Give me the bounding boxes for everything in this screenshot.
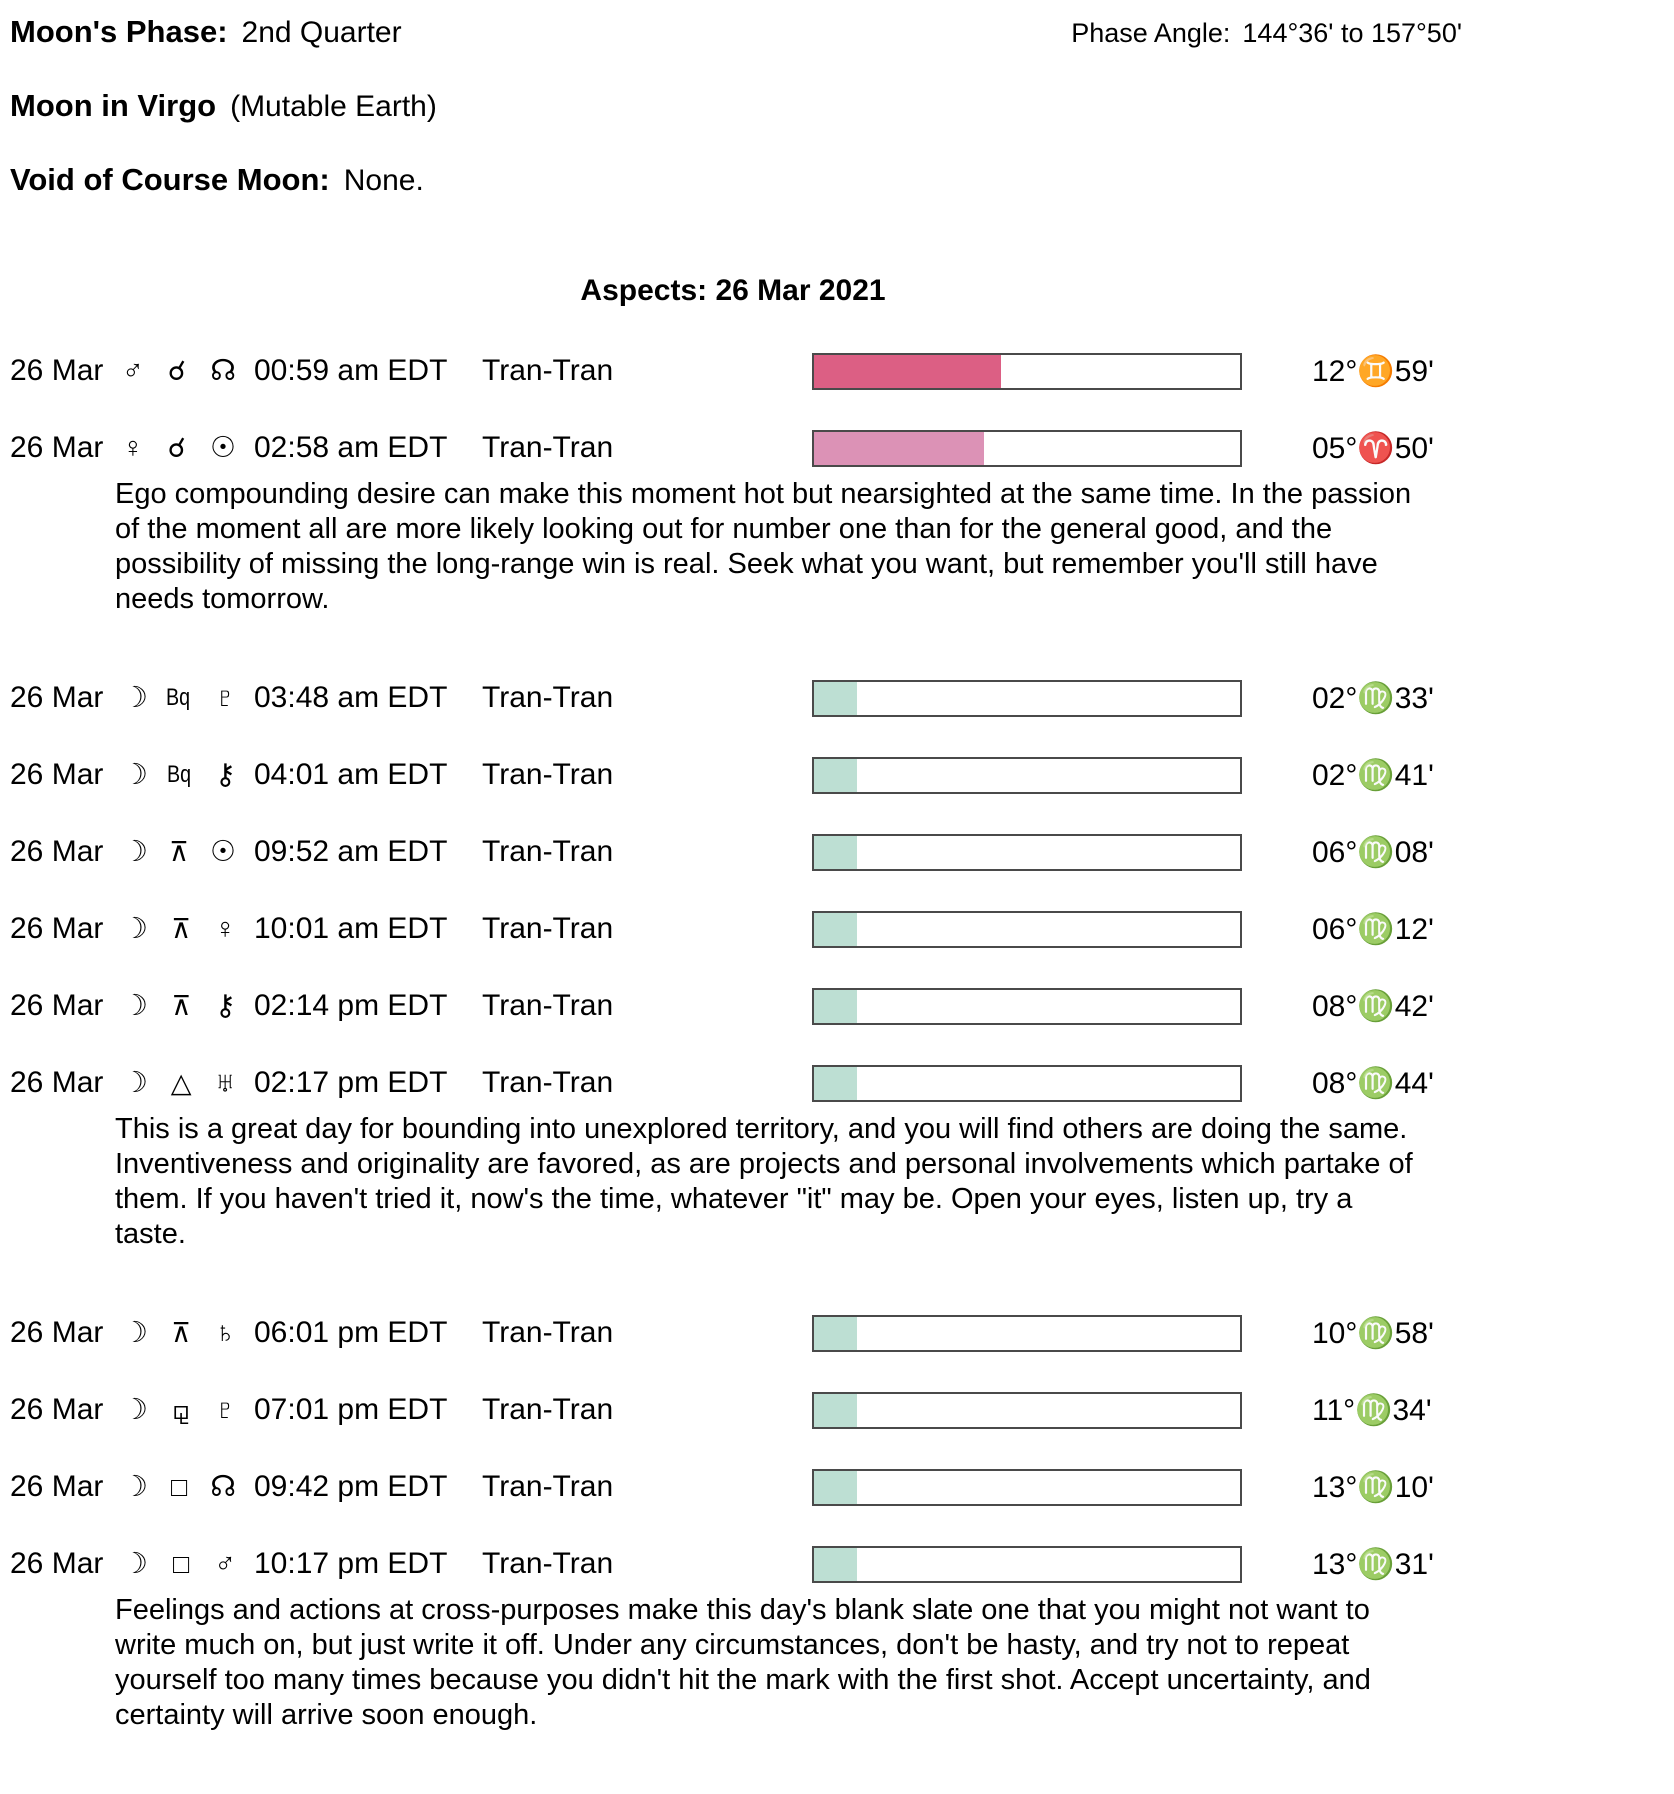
biquintile-icon: Bq <box>166 684 191 711</box>
aspect-chart-type: Tran-Tran <box>482 1066 614 1099</box>
moon-icon: ☽ <box>122 1470 148 1503</box>
aspect-row <box>10 906 1664 952</box>
aspect-row <box>10 348 1664 394</box>
quincunx-icon: ⊼ <box>171 1317 191 1348</box>
moon-icon: ☽ <box>122 681 148 714</box>
sun-icon: ☉ <box>209 431 236 464</box>
venus-icon: ♀ <box>122 431 144 464</box>
aspect-row <box>10 1541 1664 1733</box>
aspect-time: 02:14 pm EDT <box>254 989 448 1022</box>
aspect-interpretation: This is a great day for bounding into unexplored territory, and you will find others are doing the same. Inventiveness and originality are favored, as are projects and personal involvements which partake of them. If you haven't tried it, now's the time, whatever "it" may be. Open your eyes, listen up, try a taste. <box>115 1113 1413 1250</box>
aspect-glyphs <box>122 758 244 791</box>
aspect-time: 02:58 am EDT <box>254 431 448 464</box>
orb-bar-fill <box>814 432 984 465</box>
aspect-date: 26 Mar <box>10 835 104 868</box>
aspect-interpretation: Ego compounding desire can make this moment hot but nearsighted at the same time. In the passion of the moment all are more likely looking out for number one than for the general good, and the possibility of missing the long-range win is real. Seek what you want, but remember you'll still have needs tomorrow. <box>115 478 1412 615</box>
aspect-position: 08°♍42' <box>1312 989 1434 1023</box>
aspect-glyphs <box>122 1316 244 1349</box>
uranus-icon: ♅ <box>214 1066 236 1099</box>
aspect-date: 26 Mar <box>10 354 104 387</box>
aspect-glyphs <box>122 912 244 945</box>
void-of-course-value: None. <box>343 164 424 197</box>
aspect-date: 26 Mar <box>10 1393 104 1426</box>
aspect-chart-type: Tran-Tran <box>482 1316 614 1349</box>
phase-angle-label: Phase Angle: <box>1071 18 1231 48</box>
mars-icon: ♂ <box>122 354 144 387</box>
orb-bar-fill <box>814 1471 857 1504</box>
orb-bar-fill <box>814 1317 857 1350</box>
venus-icon: ♀ <box>214 912 236 945</box>
aspect-time: 09:42 pm EDT <box>254 1470 448 1503</box>
void-of-course-line <box>10 162 1462 198</box>
square-icon: □ <box>172 1548 190 1579</box>
trine-icon: △ <box>170 1067 192 1098</box>
aspect-row <box>10 425 1664 617</box>
aspect-chart-type: Tran-Tran <box>482 835 614 868</box>
aspect-glyphs <box>122 1470 244 1503</box>
chiron-icon: ⚷ <box>214 989 236 1022</box>
orb-bar <box>812 988 1242 1025</box>
orb-bar <box>812 834 1242 871</box>
moons-phase-value: 2nd Quarter <box>241 16 402 49</box>
orb-bar-fill <box>814 836 857 869</box>
biquintile-icon: Bq <box>166 761 191 788</box>
aspect-chart-type: Tran-Tran <box>482 1547 614 1580</box>
aspect-position: 02°♍41' <box>1312 758 1434 792</box>
orb-bar <box>812 757 1242 794</box>
orb-bar-fill <box>814 913 857 946</box>
aspect-date: 26 Mar <box>10 681 104 714</box>
orb-bar <box>812 1065 1242 1102</box>
conjunction-icon: ☌ <box>167 432 186 463</box>
aspect-position: 06°♍12' <box>1312 912 1434 946</box>
moon-icon: ☽ <box>122 1547 148 1580</box>
aspect-position: 10°♍58' <box>1312 1316 1434 1350</box>
aspects-list <box>10 348 1664 1733</box>
aspect-position: 02°♍33' <box>1312 681 1434 715</box>
pluto-icon: ♇ <box>214 1393 236 1426</box>
orb-bar <box>812 430 1242 467</box>
aspect-interpretation: Feelings and actions at cross-purposes make this day's blank slate one that you might not want to write much on, but just write it off. Under any circumstances, don't be hasty, and try not to repeat yourself too many times because you didn't hit the mark with the first shot. Accept uncertainty, and certainty will arrive soon enough. <box>115 1594 1371 1731</box>
moons-phase-label: Moon's Phase: <box>10 14 228 49</box>
aspect-chart-type: Tran-Tran <box>482 681 614 714</box>
chiron-icon: ⚷ <box>214 758 236 791</box>
aspect-time: 00:59 am EDT <box>254 354 448 387</box>
aspect-row <box>10 1310 1664 1356</box>
aspect-time: 07:01 pm EDT <box>254 1393 448 1426</box>
sesquiquadrate-icon: ⚼ <box>171 1394 191 1425</box>
aspect-time: 02:17 pm EDT <box>254 1066 448 1099</box>
aspect-time: 03:48 am EDT <box>254 681 448 714</box>
phase-angle <box>1071 18 1462 49</box>
aspect-row <box>10 752 1664 798</box>
mars-icon: ♂ <box>214 1547 236 1580</box>
moon-icon: ☽ <box>122 758 148 791</box>
moon-sign-line <box>10 88 1462 124</box>
sun-icon: ☉ <box>209 835 236 868</box>
moon-icon: ☽ <box>122 835 148 868</box>
orb-bar <box>812 911 1242 948</box>
moon-icon: ☽ <box>122 1393 148 1426</box>
aspect-date: 26 Mar <box>10 1066 104 1099</box>
north-node-icon: ☊ <box>210 1470 236 1503</box>
moon-icon: ☽ <box>122 1316 148 1349</box>
aspect-position: 13°♍10' <box>1312 1470 1434 1504</box>
orb-bar <box>812 353 1242 390</box>
aspect-position: 06°♍08' <box>1312 835 1434 869</box>
aspect-row <box>10 1464 1664 1510</box>
aspect-time: 09:52 am EDT <box>254 835 448 868</box>
aspect-glyphs <box>122 1547 244 1580</box>
orb-bar-fill <box>814 990 857 1023</box>
orb-bar-fill <box>814 1548 857 1581</box>
aspect-position: 08°♍44' <box>1312 1066 1434 1100</box>
orb-bar <box>812 1469 1242 1506</box>
moon-icon: ☽ <box>122 912 148 945</box>
aspect-glyphs <box>122 681 244 714</box>
aspect-date: 26 Mar <box>10 758 104 791</box>
moon-icon: ☽ <box>122 1066 148 1099</box>
quincunx-icon: ⊼ <box>171 913 191 944</box>
aspect-date: 26 Mar <box>10 1470 104 1503</box>
aspects-section-title: Aspects: 26 Mar 2021 <box>580 274 886 307</box>
aspect-chart-type: Tran-Tran <box>482 758 614 791</box>
aspect-chart-type: Tran-Tran <box>482 354 614 387</box>
aspect-position: 11°♍34' <box>1312 1393 1432 1427</box>
aspect-time: 10:01 am EDT <box>254 912 448 945</box>
aspect-glyphs <box>122 1066 244 1099</box>
aspect-time: 04:01 am EDT <box>254 758 448 791</box>
orb-bar-fill <box>814 682 857 715</box>
orb-bar <box>812 1546 1242 1583</box>
orb-bar-fill <box>814 1067 857 1100</box>
aspect-position: 12°♊59' <box>1312 354 1434 388</box>
conjunction-icon: ☌ <box>167 355 187 386</box>
aspect-position: 13°♍31' <box>1312 1547 1434 1581</box>
aspect-glyphs <box>122 989 244 1022</box>
aspect-date: 26 Mar <box>10 1316 104 1349</box>
moon-sign-quality: (Mutable Earth) <box>230 90 437 123</box>
moon-sign-label: Moon in Virgo <box>10 88 217 123</box>
aspect-date: 26 Mar <box>10 912 104 945</box>
aspect-date: 26 Mar <box>10 1547 104 1580</box>
aspect-row <box>10 1060 1664 1252</box>
aspect-chart-type: Tran-Tran <box>482 912 614 945</box>
moons-phase <box>10 14 402 50</box>
aspect-row <box>10 829 1664 875</box>
orb-bar-fill <box>814 1394 857 1427</box>
quincunx-icon: ⊼ <box>169 836 189 867</box>
saturn-icon: ♄ <box>214 1316 236 1349</box>
pluto-icon: ♇ <box>214 681 236 714</box>
aspect-glyphs <box>122 1393 244 1426</box>
aspect-position: 05°♈50' <box>1312 431 1434 465</box>
void-of-course-label: Void of Course Moon: <box>10 162 330 197</box>
aspect-chart-type: Tran-Tran <box>482 431 614 464</box>
aspect-chart-type: Tran-Tran <box>482 1470 614 1503</box>
aspect-date: 26 Mar <box>10 989 104 1022</box>
aspect-chart-type: Tran-Tran <box>482 1393 614 1426</box>
aspect-row <box>10 983 1664 1029</box>
aspect-row <box>10 1387 1664 1433</box>
aspect-row <box>10 675 1664 721</box>
square-icon: □ <box>170 1471 188 1502</box>
quincunx-icon: ⊼ <box>171 990 192 1021</box>
aspect-time: 06:01 pm EDT <box>254 1316 448 1349</box>
orb-bar-fill <box>814 355 1001 388</box>
orb-bar <box>812 1392 1242 1429</box>
moons-phase-line <box>10 14 1462 50</box>
aspect-chart-type: Tran-Tran <box>482 989 614 1022</box>
aspect-glyphs <box>122 431 244 464</box>
orb-bar <box>812 680 1242 717</box>
aspect-glyphs <box>122 354 244 387</box>
north-node-icon: ☊ <box>210 354 236 387</box>
phase-angle-value: 144°36' to 157°50' <box>1242 18 1462 48</box>
orb-bar <box>812 1315 1242 1352</box>
aspect-date: 26 Mar <box>10 431 104 464</box>
moon-icon: ☽ <box>122 989 148 1022</box>
orb-bar-fill <box>814 759 857 792</box>
aspect-glyphs <box>122 835 244 868</box>
aspect-time: 10:17 pm EDT <box>254 1547 448 1580</box>
